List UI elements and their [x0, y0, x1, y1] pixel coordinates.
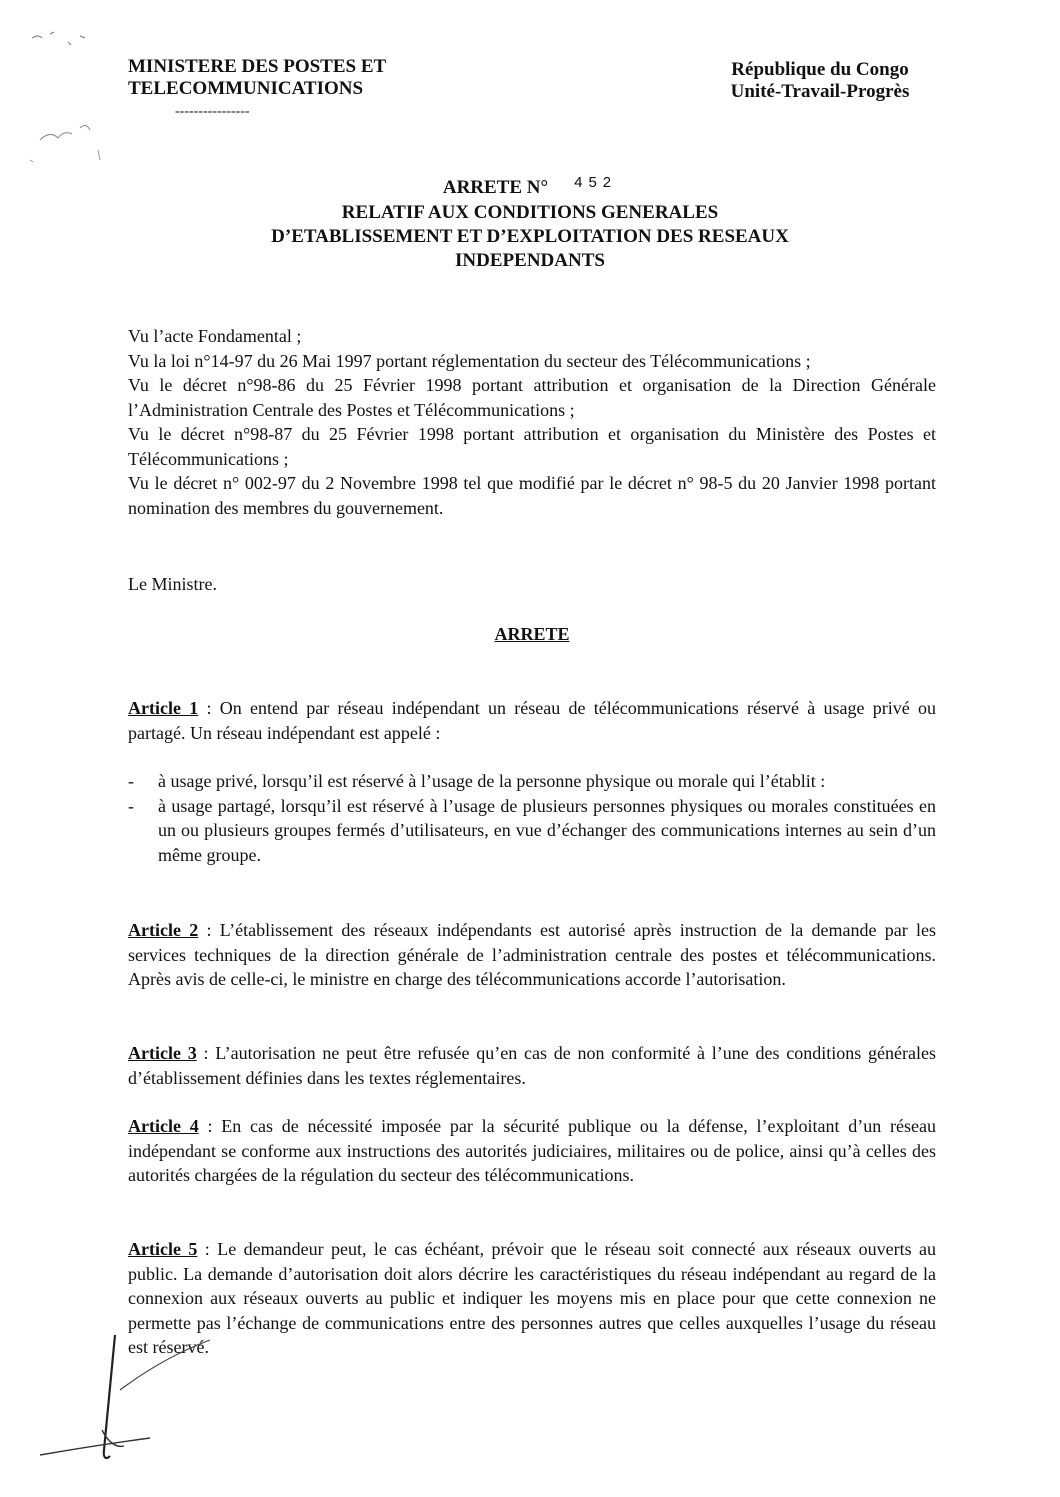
title-label: ARRETE N° [442, 177, 549, 198]
article-sep: : [198, 1116, 222, 1136]
list-dash: - [128, 795, 134, 816]
decree-title [180, 176, 880, 273]
article-2 [128, 918, 936, 992]
ministry-line-1: MINISTERE DES POSTES ET [128, 56, 387, 77]
article-paragraph [128, 1041, 936, 1090]
article-label: Article 1 [128, 698, 199, 718]
list-item-text: à usage privé, lorsqu’il est réservé à l’usage de la personne physique ou morale qui l’établit : [158, 771, 826, 791]
list-item [128, 769, 936, 794]
article-paragraph [128, 696, 936, 745]
title-line-4: INDEPENDANTS [455, 250, 605, 271]
list-item [128, 794, 936, 868]
article-sep: : [196, 1043, 216, 1063]
title-line-1 [180, 176, 880, 201]
article-label: Article 5 [128, 1239, 198, 1259]
title-line-3: D’ETABLISSEMENT ET D’EXPLOITATION DES RESEAUX [271, 226, 789, 247]
article-paragraph [128, 1237, 936, 1360]
visa-line: Vu le décret n°98-86 du 25 Février 1998 portant attribution et organisation de la Direction Générale l’Administration Centrale des Postes et Télécommunications ; [128, 375, 936, 420]
article-text: En cas de nécessité imposée par la sécurité publique ou la défense, l’exploitant d’un réseau indépendant se conforme aux instructions des autorités judiciaires, militaires ou de police, ainsi qu’à celles des autorités chargées de la régulation du secteur des télécommunications. [128, 1116, 936, 1185]
visa-line: Vu la loi n°14-97 du 26 Mai 1997 portant réglementation du secteur des Télécommunications ; [128, 350, 811, 371]
decree-heading: ARRETE [494, 624, 570, 644]
minister-line: Le Ministre. [128, 574, 217, 594]
article-sep: : [198, 920, 220, 940]
article-1 [128, 696, 936, 867]
republic-header [700, 59, 940, 103]
list-dash: - [128, 771, 134, 791]
article-label: Article 2 [128, 920, 199, 940]
article-sep: : [198, 698, 220, 718]
visa-line: Vu le décret n°98-87 du 25 Février 1998 portant attribution et organisation du Ministère des Postes et Télécommunications ; [128, 424, 936, 469]
article-text: Le demandeur peut, le cas échéant, prévoir que le réseau soit connecté aux réseaux ouverts au public. La demande d’autorisation doit alors décrire les caractéristiques du réseau indépendant au regard de la connexion aux réseaux ouverts au public et indiquer les moyens mis en place pour que cette connexion ne permette pas l’échange de communications entre des personnes autres que celles auxquelles l’usage du réseau est réservé. [128, 1239, 936, 1357]
article-paragraph [128, 918, 936, 992]
republic-line-2: Unité-Travail-Progrès [730, 81, 910, 102]
article-text: L’autorisation ne peut être refusée qu’en cas de non conformité à l’une des conditions générales d’établissement définies dans les textes réglementaires. [128, 1043, 936, 1088]
article-3 [128, 1041, 936, 1090]
article-text: L’établissement des réseaux indépendants est autorisé après instruction de la demande par les services techniques de la direction générale de l’administration centrale des postes et télécommunications. Après avis de celle-ci, le ministre en charge des télécommunications accorde l’autorisation. [128, 920, 936, 989]
article-4 [128, 1114, 936, 1188]
decree-number: 452 [574, 174, 618, 191]
article-5 [128, 1237, 936, 1360]
ministry-header [128, 56, 488, 100]
header-rule: ---------------- [175, 104, 250, 119]
article-label: Article 4 [128, 1116, 199, 1136]
article-label: Article 3 [128, 1043, 197, 1063]
visas-block [128, 324, 936, 520]
article-1-list [128, 769, 936, 867]
list-item-text: à usage partagé, lorsqu’il est réservé à l’usage de plusieurs personnes physiques ou morales constituées en un ou plusieurs groupes fermés d’utilisateurs, en vue d’échanger des communications internes au sein d’un même groupe. [158, 795, 936, 865]
article-text: On entend par réseau indépendant un réseau de télécommunications réservé à usage privé ou partagé. Un réseau indépendant est appelé : [128, 698, 936, 743]
scan-marks-top-left [20, 20, 120, 190]
article-paragraph [128, 1114, 936, 1188]
visa-line: Vu le décret n° 002-97 du 2 Novembre 1998 tel que modifié par le décret n° 98-5 du 20 Janvier 1998 portant nomination des membres du gouvernement. [128, 473, 936, 518]
ministry-line-2: TELECOMMUNICATIONS [128, 78, 364, 99]
visa-line: Vu l’acte Fondamental ; [128, 326, 302, 346]
republic-line-1: République du Congo [731, 59, 909, 80]
title-line-2: RELATIF AUX CONDITIONS GENERALES [341, 202, 719, 223]
article-sep: : [197, 1239, 218, 1259]
